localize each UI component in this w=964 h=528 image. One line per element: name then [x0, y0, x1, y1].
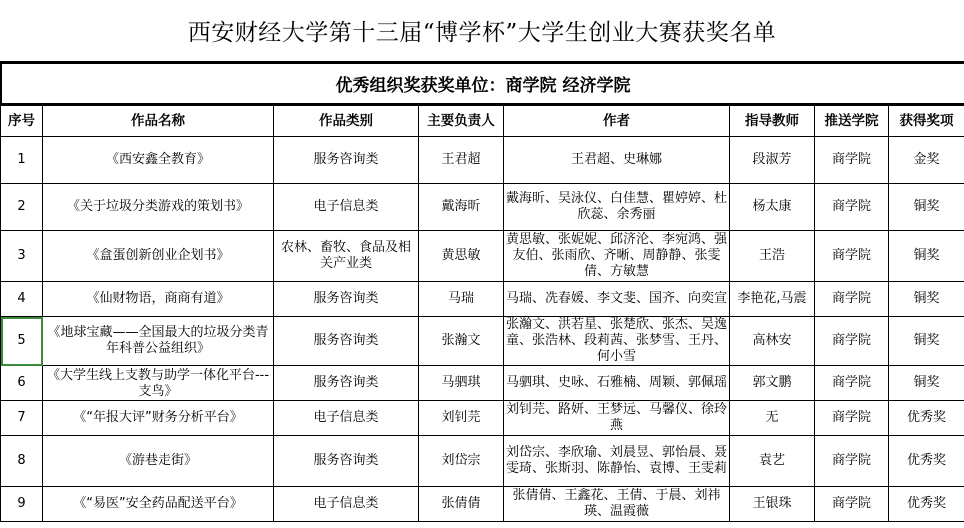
cell-college[interactable]: 商学院 — [815, 401, 889, 436]
cell-advisor[interactable]: 杨太康 — [730, 184, 815, 231]
cell-category[interactable]: 电子信息类 — [274, 401, 419, 436]
cell-no[interactable]: 6 — [1, 366, 43, 401]
table-row — [1, 366, 964, 401]
organization-award-line[interactable]: 优秀组织奖获奖单位：商学院 经济学院 — [0, 62, 964, 105]
cell-leader[interactable]: 张瀚文 — [419, 317, 504, 366]
cell-college[interactable]: 商学院 — [815, 282, 889, 317]
cell-authors[interactable] — [504, 366, 730, 401]
cell-authors[interactable] — [504, 231, 730, 282]
cell-category[interactable]: 服务咨询类 — [274, 317, 419, 366]
cell-college[interactable]: 商学院 — [815, 436, 889, 487]
cell-work[interactable]: 《游巷走街》 — [43, 436, 274, 487]
cell-advisor[interactable]: 无 — [730, 401, 815, 436]
cell-college[interactable]: 商学院 — [815, 487, 889, 522]
cell-authors[interactable] — [504, 317, 730, 366]
authors-text: 马瑞、冼春媛、李文斐、国齐、向奕宣 — [506, 291, 727, 306]
table-row — [1, 401, 964, 436]
work-text: 《大学生线上支教与助学一体化平台---支鸟》 — [46, 368, 270, 398]
cell-no[interactable]: 7 — [1, 401, 43, 436]
header-row — [1, 106, 964, 137]
cell-leader[interactable]: 刘岱宗 — [419, 436, 504, 487]
cell-work[interactable]: 《地球宝藏——全国最大的垃圾分类青年科普公益组织》 — [43, 317, 274, 366]
cell-work[interactable]: 《西安鑫全教育》 — [43, 137, 274, 184]
table-row — [1, 487, 964, 522]
cell-authors[interactable] — [504, 137, 730, 184]
cell-leader[interactable]: 戴海昕 — [419, 184, 504, 231]
cell-leader[interactable]: 张倩倩 — [419, 487, 504, 522]
cell-award[interactable]: 优秀奖 — [889, 401, 964, 436]
cell-college[interactable]: 商学院 — [815, 137, 889, 184]
cell-no[interactable]: 4 — [1, 282, 43, 317]
authors-text: 张瀚文、洪若星、张楚欣、张杰、吴逸童、张浩林、段莉茜、张梦雪、王丹、何小雪 — [506, 317, 727, 364]
authors-text: 王君超、史琳娜 — [570, 152, 662, 167]
authors-text: 刘钊芫、路妍、王梦远、马馨仪、徐玲燕 — [506, 402, 727, 433]
table-row — [1, 184, 964, 231]
cell-award[interactable]: 优秀奖 — [889, 436, 964, 487]
cell-work[interactable]: 《“易医”安全药品配送平台》 — [43, 487, 274, 522]
cell-no[interactable]: 8 — [1, 436, 43, 487]
cell-award[interactable]: 铜奖 — [889, 231, 964, 282]
cell-work[interactable]: 《关于垃圾分类游戏的策划书》 — [43, 184, 274, 231]
cell-award[interactable]: 铜奖 — [889, 317, 964, 366]
cell-award[interactable]: 铜奖 — [889, 282, 964, 317]
cell-authors[interactable] — [504, 401, 730, 436]
authors-text: 戴海昕、吴泳仪、白佳慧、瞿婷婷、杜欣蕊、余秀丽 — [506, 191, 727, 222]
table-row — [1, 231, 964, 282]
cell-advisor[interactable]: 高林安 — [730, 317, 815, 366]
cell-no[interactable]: 1 — [1, 137, 43, 184]
cell-work[interactable]: 《仙财物语，商商有道》 — [43, 282, 274, 317]
cell-no[interactable]: 3 — [1, 231, 43, 282]
cell-advisor[interactable]: 李艳花,马震 — [730, 282, 815, 317]
table-row — [1, 282, 964, 317]
header-cell-no[interactable]: 序号 — [1, 106, 43, 137]
header-cell-college[interactable]: 推送学院 — [815, 106, 889, 137]
page-title[interactable]: 西安财经大学第十三届“博学杯”大学生创业大赛获奖名单 — [0, 0, 964, 62]
cell-college[interactable]: 商学院 — [815, 231, 889, 282]
cell-leader[interactable]: 王君超 — [419, 137, 504, 184]
header-cell-advisor[interactable]: 指导教师 — [730, 106, 815, 137]
cell-leader[interactable]: 刘钊芫 — [419, 401, 504, 436]
header-cell-work[interactable]: 作品名称 — [43, 106, 274, 137]
cell-category[interactable]: 电子信息类 — [274, 487, 419, 522]
table-row — [1, 137, 964, 184]
cell-advisor[interactable]: 袁艺 — [730, 436, 815, 487]
header-cell-authors[interactable]: 作者 — [504, 106, 730, 137]
cell-college[interactable]: 商学院 — [815, 317, 889, 366]
cell-college[interactable]: 商学院 — [815, 366, 889, 401]
cell-leader[interactable]: 黄思敏 — [419, 231, 504, 282]
cell-authors[interactable] — [504, 487, 730, 522]
awards-table — [0, 105, 964, 522]
cell-work[interactable]: 《“年报大评”财务分析平台》 — [43, 401, 274, 436]
cell-award[interactable]: 铜奖 — [889, 184, 964, 231]
cell-category[interactable]: 服务咨询类 — [274, 137, 419, 184]
cell-authors[interactable] — [504, 282, 730, 317]
cell-no[interactable]: 9 — [1, 487, 43, 522]
table-row — [1, 317, 964, 366]
cell-no[interactable]: 5 — [1, 317, 43, 366]
cell-no[interactable]: 2 — [1, 184, 43, 231]
header-cell-leader[interactable]: 主要负责人 — [419, 106, 504, 137]
authors-text: 黄思敏、张妮妮、邱济沦、李宛鸿、强友伯、张雨欣、齐晰、周静静、张雯倩、方敏慧 — [506, 232, 727, 279]
cell-leader[interactable]: 马驷琪 — [419, 366, 504, 401]
cell-category[interactable]: 服务咨询类 — [274, 366, 419, 401]
header-cell-award[interactable]: 获得奖项 — [889, 106, 964, 137]
cell-authors[interactable] — [504, 436, 730, 487]
cell-category[interactable]: 农林、畜牧、食品及相关产业类 — [274, 231, 419, 282]
cell-work[interactable]: 《盒蛋创新创业企划书》 — [43, 231, 274, 282]
authors-text: 张倩倩、王鑫花、王倩、于晨、刘祎瑛、温霞薇 — [512, 488, 721, 519]
cell-advisor[interactable]: 段淑芳 — [730, 137, 815, 184]
cell-category[interactable]: 电子信息类 — [274, 184, 419, 231]
authors-text: 马驷琪、史咏、石雅楠、周颖、郭佩瑶 — [506, 375, 727, 390]
header-cell-category[interactable]: 作品类别 — [274, 106, 419, 137]
cell-advisor[interactable]: 郭文鹏 — [730, 366, 815, 401]
cell-award[interactable]: 金奖 — [889, 137, 964, 184]
cell-award[interactable]: 优秀奖 — [889, 487, 964, 522]
table-row — [1, 436, 964, 487]
cell-award[interactable]: 铜奖 — [889, 366, 964, 401]
cell-college[interactable]: 商学院 — [815, 184, 889, 231]
cell-work[interactable] — [43, 366, 274, 401]
cell-advisor[interactable]: 王浩 — [730, 231, 815, 282]
cell-authors[interactable] — [504, 184, 730, 231]
cell-leader[interactable]: 马瑞 — [419, 282, 504, 317]
cell-category[interactable]: 服务咨询类 — [274, 436, 419, 487]
cell-advisor[interactable]: 王银珠 — [730, 487, 815, 522]
authors-text: 刘岱宗、李欣瑜、刘晨昱、郭怡晨、聂雯琦、张斯羽、陈静怡、袁博、王雯莉 — [506, 445, 727, 476]
cell-category[interactable]: 服务咨询类 — [274, 282, 419, 317]
